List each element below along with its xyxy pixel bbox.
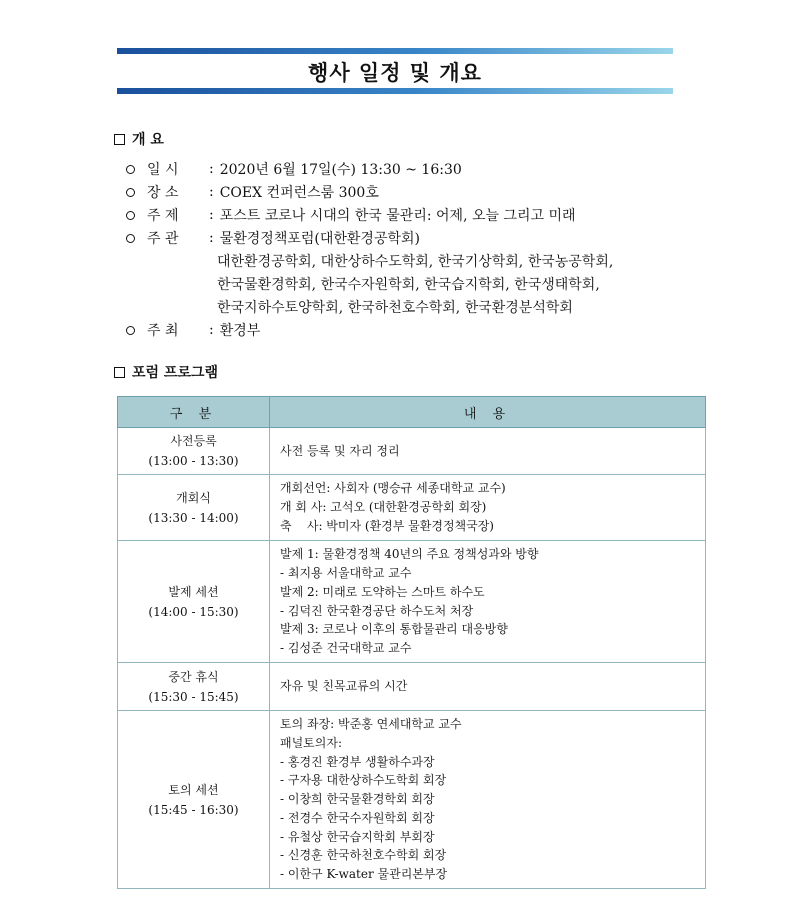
circle-bullet-icon <box>126 165 135 174</box>
organizer-line: 대한환경공학회, 대한상하수도학회, 한국기상학회, 한국농공학회, <box>217 254 614 270</box>
content-cell <box>270 711 706 889</box>
session-time: (15:45 - 16:30) <box>148 802 239 817</box>
overview-item-venue: 장 소 : COEX 컨퍼런스룸 300호 <box>126 182 379 202</box>
square-bullet-icon <box>114 134 125 145</box>
overview-heading <box>114 129 164 149</box>
overview-value: COEX 컨퍼런스룸 300호 <box>219 185 379 201</box>
content-line: - 김성준 건국대학교 교수 <box>280 640 412 655</box>
session-cell <box>118 663 270 711</box>
content-line: - 이창희 한국물환경학회 회장 <box>280 792 435 807</box>
session-name: 토의 세션 <box>168 782 219 797</box>
table-row <box>118 541 706 663</box>
content-line: - 최지용 서울대학교 교수 <box>280 566 412 581</box>
content-line: 개 회 사: 고석오 (대한환경공학회 회장) <box>280 500 487 515</box>
content-line: - 김덕진 한국환경공단 하수도처 처장 <box>280 603 474 618</box>
column-header: 내 용 <box>270 397 706 428</box>
session-cell <box>118 475 270 541</box>
content-line: - 홍경진 환경부 생활하수과장 <box>280 754 435 769</box>
circle-bullet-icon <box>126 188 135 197</box>
content-cell <box>270 475 706 541</box>
overview-heading-text: 개 요 <box>132 132 164 148</box>
table-row <box>118 428 706 475</box>
content-cell <box>270 541 706 663</box>
session-time: (13:00 - 13:30) <box>148 454 239 468</box>
content-line: 자유 및 친목교류의 시간 <box>280 679 408 694</box>
content-line: 패널토의자: <box>280 736 343 751</box>
session-name: 발제 세션 <box>168 584 219 599</box>
content-line: 발제 3: 코로나 이후의 통합물관리 대응방향 <box>280 622 508 637</box>
overview-item-host: 주 최 : 환경부 <box>126 320 260 340</box>
content-line: - 유철상 한국습지학회 부회장 <box>280 829 435 844</box>
content-line: 발제 2: 미래로 도약하는 스마트 하수도 <box>280 584 485 599</box>
table-row <box>118 711 706 889</box>
session-time: (14:00 - 15:30) <box>148 604 239 619</box>
overview-item-date: 일 시 : 2020년 6월 17일(수) 13:30 ~ 16:30 <box>126 159 462 179</box>
session-cell <box>118 711 270 889</box>
table-header-row <box>118 397 706 428</box>
column-header: 구 분 <box>118 397 270 428</box>
overview-label: 주 관 <box>147 231 179 247</box>
circle-bullet-icon <box>126 326 135 335</box>
overview-label: 일 시 <box>147 162 179 178</box>
title-bar-bottom <box>117 88 673 94</box>
session-time: (15:30 - 15:45) <box>148 689 239 704</box>
overview-label: 주 최 <box>147 323 179 339</box>
content-line: 발제 1: 물환경정책 40년의 주요 정책성과와 방향 <box>280 547 539 562</box>
session-cell <box>118 428 270 475</box>
session-name: 개회식 <box>176 490 211 505</box>
session-time: (13:30 - 14:00) <box>148 510 239 525</box>
session-cell <box>118 541 270 663</box>
overview-item-organizer: 주 관 : 물환경정책포럼(대한환경공학회) <box>126 228 420 248</box>
session-name: 중간 휴식 <box>168 669 219 684</box>
session-name: 사전등록 <box>170 434 217 448</box>
content-line: - 전경수 한국수자원학회 회장 <box>280 810 435 825</box>
overview-value: 환경부 <box>219 323 261 339</box>
page-title: 행사 일정 및 개요 <box>308 61 482 85</box>
program-heading-text: 포럼 프로그램 <box>132 365 219 381</box>
content-line: 개회선언: 사회자 (맹승규 세종대학교 교수) <box>280 481 506 496</box>
table-row <box>118 663 706 711</box>
content-line: - 신경훈 한국하천호수학회 회장 <box>280 848 447 863</box>
title-bar-top <box>117 48 673 54</box>
organizer-line: 한국물환경학회, 한국수자원학회, 한국습지학회, 한국생태학회, <box>217 277 600 293</box>
content-cell <box>270 663 706 711</box>
overview-value: 2020년 6월 17일(수) 13:30 ~ 16:30 <box>219 162 462 178</box>
overview-value: 포스트 코로나 시대의 한국 물관리: 어제, 오늘 그리고 미래 <box>219 208 576 224</box>
content-cell <box>270 428 706 475</box>
content-line: - 구자용 대한상하수도학회 회장 <box>280 773 447 788</box>
overview-item-theme: 주 제 : 포스트 코로나 시대의 한국 물관리: 어제, 오늘 그리고 미래 <box>126 205 576 225</box>
table-row <box>118 475 706 541</box>
content-line: 축 사: 박미자 (환경부 물환경정책국장) <box>280 518 494 533</box>
program-table <box>117 396 706 889</box>
square-bullet-icon <box>114 367 125 378</box>
overview-value: 물환경정책포럼(대한환경공학회) <box>219 231 420 247</box>
organizer-line: 한국지하수토양학회, 한국하천호수학회, 한국환경분석학회 <box>217 300 573 316</box>
program-heading <box>114 362 218 382</box>
overview-label: 주 제 <box>147 208 179 224</box>
circle-bullet-icon <box>126 234 135 243</box>
circle-bullet-icon <box>126 211 135 220</box>
content-line: - 이한구 K-water 물관리본부장 <box>280 866 448 881</box>
overview-label: 장 소 <box>147 185 179 201</box>
title-banner <box>117 48 673 96</box>
content-line: 사전 등록 및 자리 정리 <box>280 443 400 458</box>
content-line: 토의 좌장: 박준홍 연세대학교 교수 <box>280 717 462 732</box>
